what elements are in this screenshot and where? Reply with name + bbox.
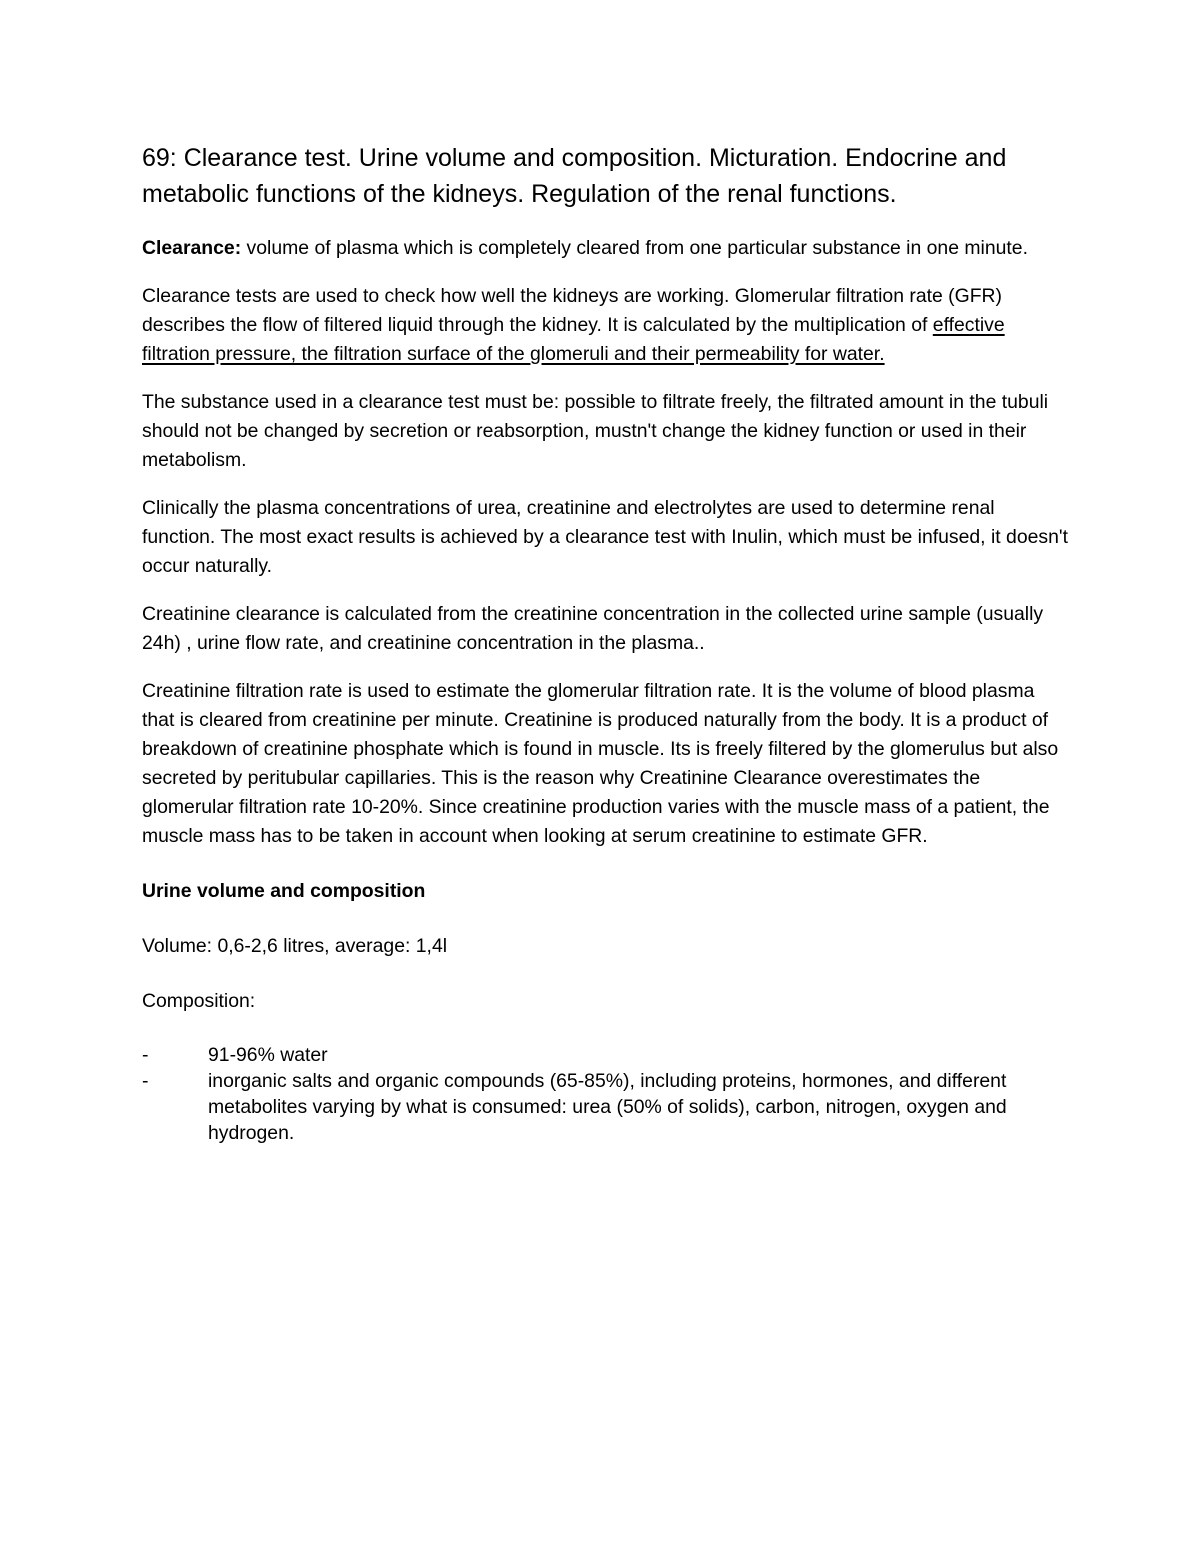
clearance-tests-text: Clearance tests are used to check how well the kidneys are working. Glomerular filtration rate (GFR) describes the flow of filtered liquid through the kidney. It is calculated by the multiplication of	[142, 285, 1003, 336]
document-title: 69: Clearance test. Urine volume and composition. Micturation. Endocrine and metabolic functions of the kidneys. Regulation of the renal functions.	[142, 144, 1007, 208]
bullet-dash: -	[142, 1044, 149, 1066]
list-item	[142, 1042, 1072, 1068]
clearance-term: Clearance:	[142, 237, 242, 259]
urine-volume-line: Volume: 0,6-2,6 litres, average: 1,4l	[142, 935, 448, 957]
document-page	[142, 140, 1072, 1146]
clearance-definition-text: volume of plasma which is completely cleared from one particular substance in one minute.	[241, 237, 1028, 259]
list-item	[142, 1068, 1072, 1146]
bullet-dash: -	[142, 1070, 149, 1092]
composition-list	[142, 1042, 1072, 1146]
clearance-tests-paragraph	[142, 282, 1072, 369]
clearance-definition	[142, 234, 1072, 263]
substance-requirements-paragraph: The substance used in a clearance test must be: possible to filtrate freely, the filtrated amount in the tubuli should not be changed by secretion or reabsorption, mustn't change the kidney function or used in their metabolism.	[142, 391, 1049, 471]
list-item-text: 91-96% water	[208, 1044, 328, 1066]
section-heading-urine: Urine volume and composition	[142, 880, 426, 902]
gfr-factors-underlined: effective filtration pressure, the filtration surface of the glomeruli and their permeability for water.	[142, 314, 1005, 365]
composition-label: Composition:	[142, 990, 256, 1012]
creatinine-clearance-paragraph: Creatinine clearance is calculated from the creatinine concentration in the collected urine sample (usually 24h) , urine flow rate, and creatinine concentration in the plasma..	[142, 603, 1044, 654]
list-item-text: inorganic salts and organic compounds (65-85%), including proteins, hormones, and different metabolites varying by what is consumed: urea (50% of solids), carbon, nitrogen, oxygen and hydrogen.	[208, 1070, 1007, 1144]
creatinine-filtration-paragraph: Creatinine filtration rate is used to estimate the glomerular filtration rate. It is the volume of blood plasma that is cleared from creatinine per minute. Creatinine is produced naturally from the body. It is a product of breakdown of creatinine phosphate which is found in muscle. Its is freely filtered by the glomerulus but also secreted by peritubular capillaries. This is the reason why Creatinine Clearance overestimates the glomerular filtration rate 10-20%. Since creatinine production varies with the muscle mass of a patient, the muscle mass has to be taken in account when looking at serum creatinine to estimate GFR.	[142, 680, 1059, 847]
clinical-measures-paragraph: Clinically the plasma concentrations of urea, creatinine and electrolytes are used to determine renal function. The most exact results is achieved by a clearance test with Inulin, which must be infused, it doesn't occur naturally.	[142, 497, 1068, 577]
